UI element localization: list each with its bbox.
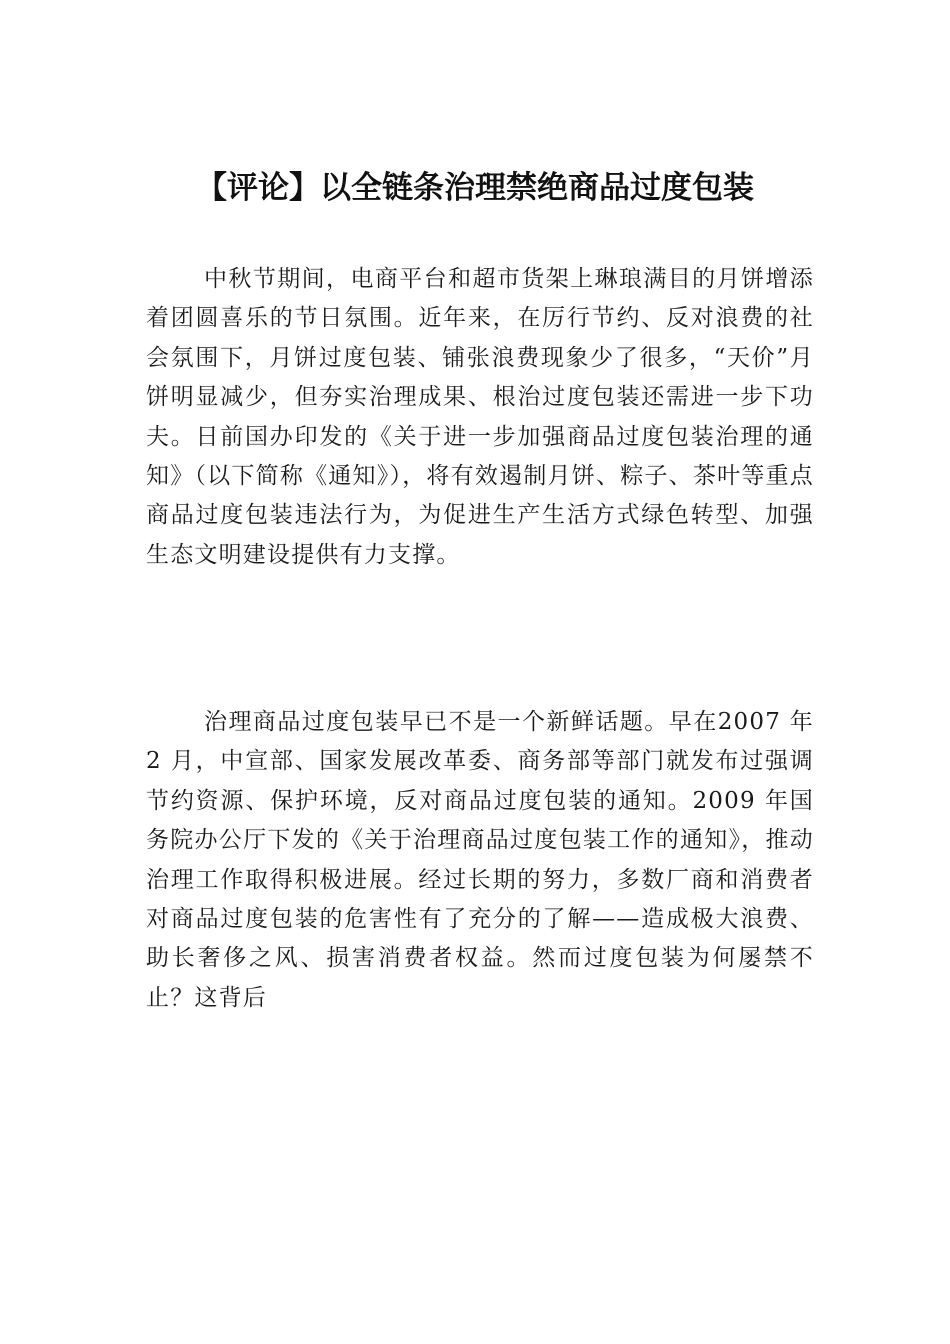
paragraph-2: 治理商品过度包装早已不是一个新鲜话题。早在2007 年 2 月，中宣部、国家发展改革委、商务部等部门就发布过强调节约资源、保护环境，反对商品过度包装的通知。2009 年国务院办公厅下发的《关于治理商品过度包装工作的通知》，推动治理工作取得积极进展。经过长期的努力，多数厂商和消费者对商品过度包装的危害性有了充分的了解——造成极大浪费、助长奢侈之风、损害消费者权益。然而过度包装为何屡禁不止？这背后 — [146, 709, 814, 1011]
paragraph-1: 中秋节期间，电商平台和超市货架上琳琅满目的月饼增添着团圆喜乐的节日氛围。近年来，在厉行节约、反对浪费的社会氛围下，月饼过度包装、铺张浪费现象少了很多，“天价”月饼明显减少，但夯实治理成果、根治过度包装还需进一步下功夫。日前国办印发的《关于进一步加强商品过度包装治理的通知》（以下简称《通知》），将有效遏制月饼、粽子、茶叶等重点商品过度包装违法行为，为促进生产生活方式绿色转型、加强生态文明建设提供有力支撑。 — [146, 266, 814, 568]
article-title: 【评论】以全链条治理禁绝商品过度包装 — [196, 170, 754, 206]
